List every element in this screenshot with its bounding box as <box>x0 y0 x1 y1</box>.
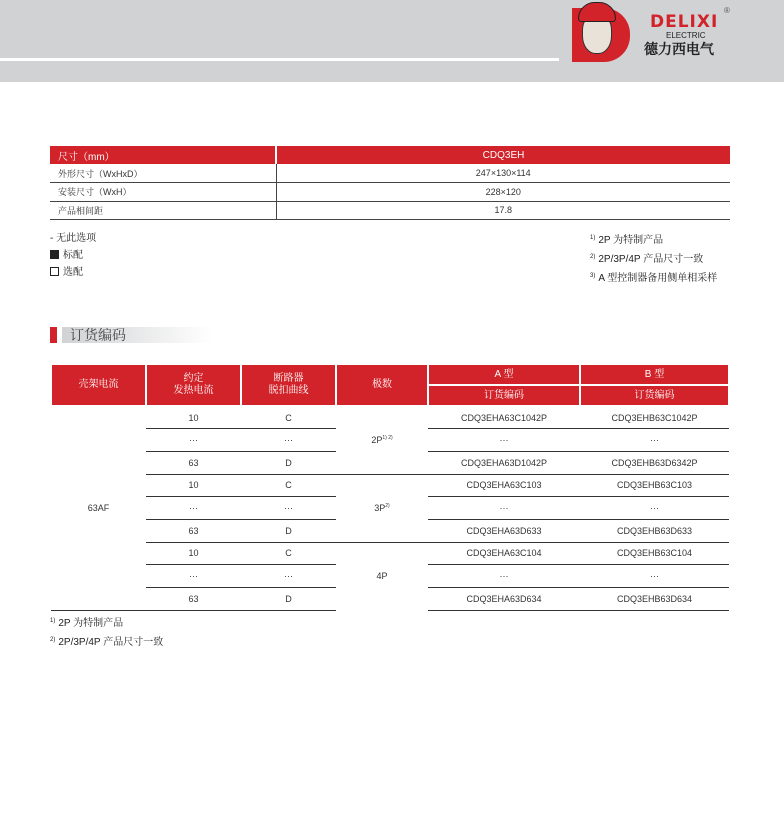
order-code-b-cell: ··· <box>580 497 729 520</box>
rated-current-cell: 63 <box>188 457 199 468</box>
order-code-b-cell: ··· <box>580 565 729 588</box>
order-code-table <box>50 363 730 611</box>
header-line: 约定 <box>183 373 204 384</box>
logo-helmet <box>578 2 616 22</box>
header-cell: CDQ3EH <box>276 146 730 164</box>
trip-curve-cell: D <box>241 588 336 611</box>
footnotes-top <box>590 230 717 287</box>
rated-current-cell: 10 <box>146 542 241 565</box>
order-code-a-cell: CDQ3EHA63C104 <box>428 542 580 565</box>
footnote <box>50 632 163 651</box>
poles-value: 3P <box>374 503 386 514</box>
trip-curve-cell: D <box>285 457 292 468</box>
legend-label: 选配 <box>63 267 83 278</box>
footnote-text: 2P/3P/4P 产品尺寸一致 <box>58 637 164 648</box>
order-code-a-cell: CDQ3EHA63C103 <box>428 474 580 497</box>
poles-footnote: 1) 2) <box>382 435 393 442</box>
header-cell: 尺寸（mm） <box>50 146 276 164</box>
order-code-b-cell: CDQ3EHB63C103 <box>580 474 729 497</box>
footnotes-bottom <box>50 613 163 651</box>
dimension-table <box>50 146 730 220</box>
order-code-a-cell: CDQ3EHA63C1042P <box>428 406 580 429</box>
order-code-a-cell: CDQ3EHA63D633 <box>466 525 542 536</box>
rated-current-cell: ··· <box>146 429 241 452</box>
order-code-b-cell: CDQ3EHB63D6342P <box>611 457 698 468</box>
header-poles: 极数 <box>336 364 428 406</box>
order-code-a-cell: ··· <box>428 565 580 588</box>
rated-current-cell: ··· <box>146 565 241 588</box>
legend-optional <box>50 264 96 281</box>
divider <box>0 58 559 61</box>
delixi-logo <box>568 0 738 62</box>
row-label: 安装尺寸（WxH） <box>50 183 276 202</box>
footnote-number: 1) <box>50 618 56 624</box>
table-row <box>50 183 730 202</box>
order-code-b-cell: CDQ3EHB63D634 <box>580 588 729 611</box>
order-code-a-cell: ··· <box>428 497 580 520</box>
order-code-b-cell: CDQ3EHB63D633 <box>616 525 693 536</box>
header-trip-curve <box>241 364 336 406</box>
trip-curve-cell: ··· <box>241 565 336 588</box>
row-label: 产品相间距 <box>50 201 276 220</box>
table-header-row <box>50 146 730 164</box>
footnote <box>50 613 163 632</box>
brand-name: DELIXI <box>650 12 719 32</box>
header-type-b: B 型 <box>580 364 729 385</box>
rated-current-cell: ··· <box>146 497 241 520</box>
footnote-text: 2P 为特制产品 <box>58 618 124 629</box>
poles-value: 2P <box>371 435 383 446</box>
footnote <box>590 230 717 249</box>
header-line: 断路器 <box>273 373 304 384</box>
header-order-code-b: 订货编码 <box>580 385 729 406</box>
empty-square-icon <box>50 267 59 276</box>
brand-sub: ELECTRIC <box>666 31 706 40</box>
registered-mark: ® <box>724 6 730 15</box>
rated-current-cell: 10 <box>146 474 241 497</box>
footnote-text: A 型控制器备用侧单相采样 <box>598 273 718 284</box>
header-line: 发热电流 <box>173 385 214 396</box>
trip-curve-cell: C <box>241 542 336 565</box>
trip-curve-cell: C <box>241 406 336 429</box>
row-label: 外形尺寸（WxHxD） <box>50 164 276 183</box>
trip-curve-cell: ··· <box>241 429 336 452</box>
poles-value: 4P <box>376 571 388 582</box>
table-header-row <box>51 364 729 385</box>
trip-curve-cell: D <box>285 525 292 536</box>
section-marker <box>50 327 57 343</box>
table-row <box>51 406 729 429</box>
order-code-b-cell: CDQ3EHB63C104 <box>580 542 729 565</box>
poles-cell <box>336 474 428 542</box>
frame-current-cell: 63AF <box>51 406 146 610</box>
legend-label: 标配 <box>63 250 83 261</box>
footnote-number: 2) <box>590 254 596 260</box>
row-value: 17.8 <box>276 201 730 220</box>
order-code-a-cell: CDQ3EHA63D634 <box>428 588 580 611</box>
table-row <box>51 474 729 497</box>
trip-curve-cell: ··· <box>241 497 336 520</box>
order-code-a-cell: CDQ3EHA63D1042P <box>460 457 548 468</box>
filled-square-icon <box>50 250 59 259</box>
rated-current-cell: 63 <box>146 588 241 611</box>
order-code-b-cell: CDQ3EHB63C1042P <box>580 406 729 429</box>
footnote-text: 2P/3P/4P 产品尺寸一致 <box>598 254 704 265</box>
rated-current-cell: 10 <box>146 406 241 429</box>
table-row <box>51 542 729 565</box>
footnote-number: 1) <box>590 235 596 241</box>
header-line: 脱扣曲线 <box>268 385 309 396</box>
brand-cn: 德力西电气 <box>644 41 714 57</box>
section-title: 订货编码 <box>70 327 126 343</box>
poles-cell <box>336 406 428 474</box>
row-value: 228×120 <box>276 183 730 202</box>
footnote-text: 2P 为特制产品 <box>598 235 664 246</box>
footnote-number: 2) <box>50 637 56 643</box>
legend-standard <box>50 247 96 264</box>
table-row <box>50 201 730 220</box>
row-value: 247×130×114 <box>276 164 730 183</box>
header-rated-current <box>146 364 241 406</box>
footnote <box>590 268 717 287</box>
order-code-b-cell: ··· <box>580 429 729 452</box>
footnote <box>590 249 717 268</box>
header-type-a: A 型 <box>428 364 580 385</box>
legend <box>50 230 96 281</box>
poles-cell <box>336 542 428 610</box>
footnote-number: 3) <box>590 273 596 279</box>
header-frame-current: 壳架电流 <box>51 364 146 406</box>
header-order-code-a: 订货编码 <box>428 385 580 406</box>
order-code-a-cell: ··· <box>428 429 580 452</box>
trip-curve-cell: C <box>241 474 336 497</box>
legend-none: - 无此选项 <box>50 233 97 244</box>
poles-footnote: 2) <box>385 503 390 510</box>
table-row <box>50 164 730 183</box>
rated-current-cell: 63 <box>188 525 199 536</box>
